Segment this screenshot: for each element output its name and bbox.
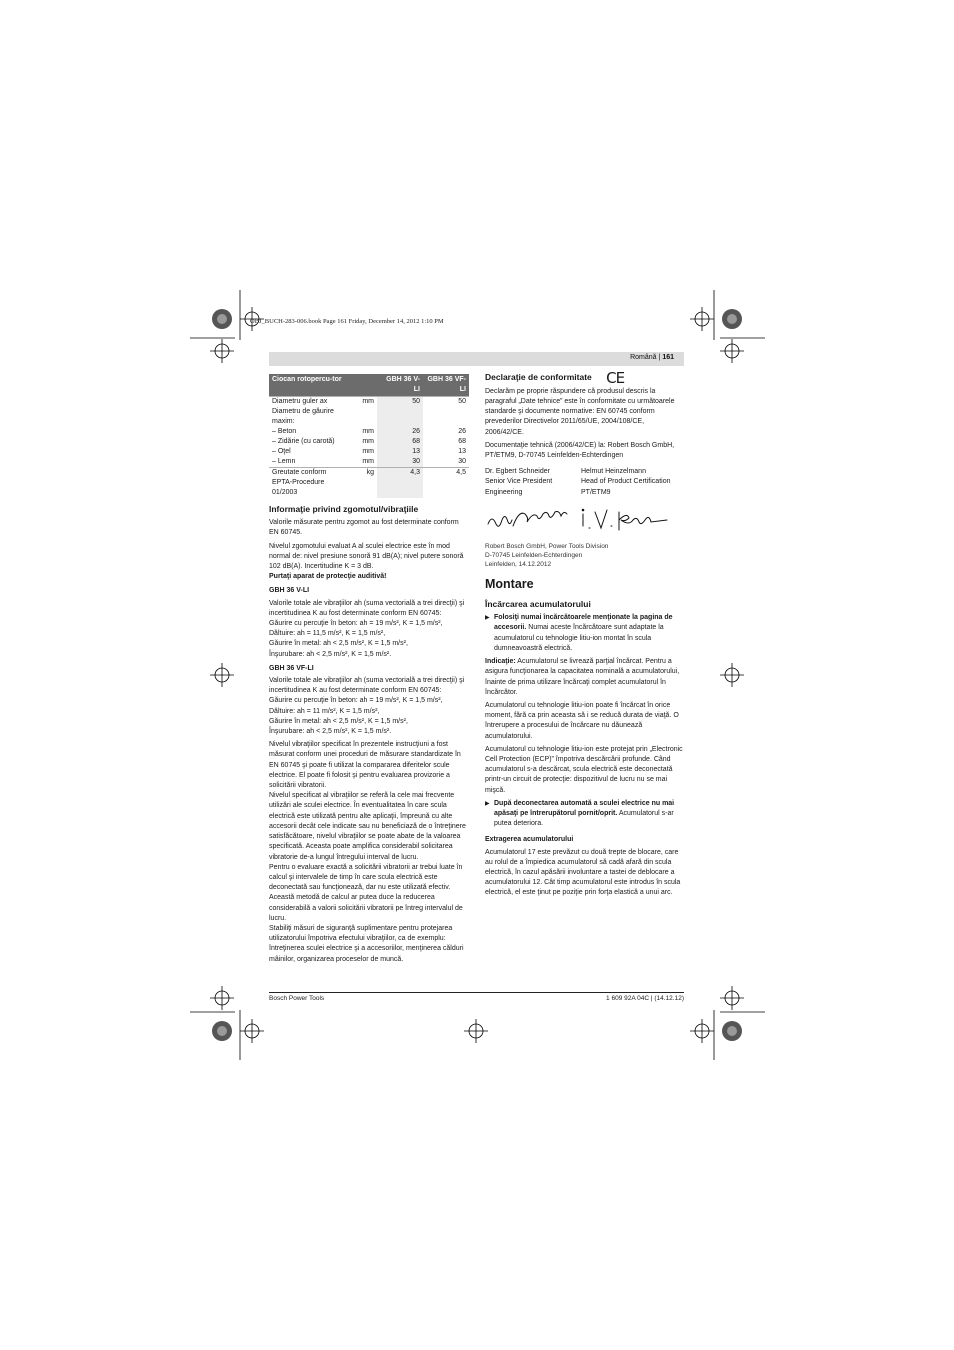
spec-row [269,397,469,408]
bullet-switch-bold: După deconectarea automată a sculei electrice nu mai apăsaţi pe întrerupătorul pornit/oprit. [494,799,675,817]
liion-p1: Acumulatorul cu tehnologie litiu-ion poate fi încărcat în orice moment, fără ca prin aceasta să i se reducă durata de viaţă. O întrerupere a procesului de încărcare nu dăunează acumulatorului. [485,701,679,740]
vli-line: Găurire cu percuţie în beton: ah = 19 m/s², K = 1,5 m/s², [269,620,443,628]
spec-cell-a: 26 [377,427,423,437]
footer-rule [269,992,684,993]
address-line: Robert Bosch GmbH, Power Tools Division [485,542,609,550]
vfli-line: Valorile totale ale vibraţiilor ah (suma vectorială a trei direcţii) şi incertitudinea K au fost determinate conform EN 60745: [269,677,465,695]
footer-code: 1 609 92A 04C | (14.12.12) [606,995,684,1002]
page-header-bar [269,352,684,366]
declaration-title: Declaraţie de conformitate [485,372,592,382]
spec-cell-b: 30 [458,458,466,465]
spec-cell-unit: mm [351,397,377,408]
spec-row [269,427,469,437]
spec-col-b: GBH 36 VF-LI [423,374,469,397]
spec-col-product: Ciocan rotopercu-tor [269,374,351,397]
vli-line: Găurire în metal: ah < 2,5 m/s², K = 1,5 m/s², [269,640,408,648]
note-indicatie [485,657,684,698]
spec-cell-label: Diametru de găurire maxim: [272,408,334,425]
right-column [485,368,684,902]
spec-cell-a: 4,3 [377,468,423,499]
spec-col-a: GBH 36 V-LI [377,374,423,397]
vli-line: Valorile totale ale vibraţiilor ah (suma vectorială a trei direcţii) şi incertitudinea K au fost determinate conform EN 60745: [269,599,465,617]
spec-cell-b [423,407,469,427]
spec-cell-a: 68 [377,437,423,447]
spec-cell-b: 26 [458,428,466,435]
footer-brand: Bosch Power Tools [269,995,325,1002]
spec-cell-unit [351,407,377,427]
page-number: 161 [662,354,674,361]
declaration-p1: Declarăm pe proprie răspundere că produsul descris la paragraful „Date tehnice” este în conformitate cu următoarele standarde şi documente normative: EN 60745 conform prevederilor Directivelor 2011/65/UE, 2004/108/CE, 2006/42/CE. [485,387,675,436]
print-slug: OBJ_BUCH-283-006.book Page 161 Friday, December 14, 2012 1:10 PM [250,318,444,325]
signatory-left [485,467,581,498]
ce-mark-icon: CE [606,368,625,387]
note-text: Acumulatorul se livrează parţial încărcat. Pentru a asigura funcţionarea la capacitatea nominală a acumulatorului, înainte de prima utilizare încărcaţi complet acumulatorul în încărcător. [485,658,680,696]
spec-row [269,457,469,468]
vli-line: Înşurubare: ah < 2,5 m/s², K = 1,5 m/s². [269,650,392,658]
removal-heading: Extragerea acumulatorului [485,836,574,844]
bullet-switch-text: Acumulatorul s-ar putea deteriora. [494,809,674,828]
vibration-p3: Nivelul vibraţiilor specificat în prezentele instrucţiuni a fost măsurat conform unei proceduri de măsurare standardizate în EN 60745 şi poate fi utilizat la compararea diferitelor scule electrice. El poate fi folosit şi pentru evaluarea provizorie a solicitării vibratorii. [269,741,461,790]
bullet-charger [485,613,684,654]
page-header [630,354,674,361]
spec-table [269,374,469,498]
signatory-name: Helmut Heinzelmann [581,468,646,476]
spec-cell-unit: kg [351,468,377,499]
spec-row [269,468,469,499]
address-line: D-70745 Leinfelden-Echterdingen [485,551,583,559]
spec-cell-label: – Beton [272,428,297,435]
spec-cell-label: – Lemn [272,458,296,465]
spec-cell-a: 13 [377,447,423,457]
spec-cell-b: 4,5 [423,468,469,499]
bullet-switch [485,799,684,830]
spec-cell-b: 50 [423,397,469,408]
vibration-p4: Nivelul specificat al vibraţiilor se referă la cele mai frecvente utilizări ale sculei electrice. În eventualitatea în care scula electrică este utilizată pentru alte aplicaţii, împreună cu alte accesorii decât cele indicate sau nu beneficiază de o întreţinere satisfăcătoare, nivelul vibraţiilor se poate abate de la valoarea specificată. Aceasta poate amplifica considerabil solicitarea vibratorie de-a lungul întregului interval de lucru. [269,792,466,861]
vli-heading: GBH 36 V-LI [269,587,310,595]
bullet-charger-bold: Folosiţi numai încărcătoarele menţionate la pagina de accesorii. [494,614,673,632]
noise-p1: Valorile măsurate pentru zgomot au fost determinate conform EN 60745. [269,519,459,537]
spec-cell-unit: mm [362,438,374,445]
charging-heading: Încărcarea acumulatorului [485,599,591,610]
signatory-dept: Engineering [485,488,523,496]
bullet-charger-text: Numai aceste încărcătoare sunt adaptate la acumulatorul cu tehnologie litiu-ion montat în scula dumneavoastră electrică. [494,624,664,652]
spec-row [269,437,469,447]
spec-row [269,447,469,457]
note-label: Indicaţie: [485,658,516,666]
noise-heading: Informaţie privind zgomotul/vibraţiile [269,504,419,514]
spec-cell-label: – Oţel [272,448,291,455]
vfli-line: Dăltuire: ah = 11 m/s², K = 1,5 m/s², [269,707,380,715]
noise-warning: Purtaţi aparat de protecţie auditivă! [269,573,387,581]
vli-values [269,599,469,660]
spec-cell-unit: mm [362,448,374,455]
vibration-p5: Pentru o evaluare exactă a solicitării vibratorii ar trebui luate în calcul şi intervalele de timp în care scula electrică este deconectată sau funcţionează, dar nu este utilizată efectiv. Această metodă de calcul ar putea duce la reducerea considerabilă a valorii solicitării vibratorii pe întreg intervalul de lucru. [269,863,463,922]
declaration-heading [485,368,684,387]
company-address [485,542,684,569]
signatory-dept: PT/ETM9 [581,488,611,496]
spec-cell-b: 68 [458,438,466,445]
signatory-title: Head of Product Certification [581,478,671,486]
left-column [269,374,469,965]
spec-cell-unit: mm [362,428,374,435]
signatories [485,467,684,498]
spec-cell-label: – Zidărie (cu carotă) [272,438,335,445]
vli-line: Dăltuire: ah = 11,5 m/s², K = 1,5 m/s², [269,630,386,638]
liion-p2: Acumulatorul cu tehnologie litiu-ion este protejat prin „Electronic Cell Protection (ECP)” împotriva descărcării profunde. Când acumulatorul s-a descărcat, scula electrică este deconectată printr-un circuit de protecţie: dispozitivul de lucru nu se mai mişcă. [485,745,683,794]
spec-row [269,407,469,427]
vfli-values [269,676,469,737]
vfli-line: Înşurubare: ah < 2,5 m/s², K = 1,5 m/s². [269,728,392,736]
spec-cell-b: 13 [458,448,466,455]
vfli-heading: GBH 36 VF-LI [269,664,314,672]
spec-cell-a: 50 [377,397,423,408]
spec-cell-a [377,407,423,427]
spec-cell-a: 30 [377,457,423,468]
handwritten-signatures [485,504,684,538]
spec-cell-label: Greutate conform EPTA-Procedure 01/2003 [269,468,351,499]
signatory-name: Dr. Egbert Schneider [485,468,550,476]
spec-cell-label: Diametru guler ax [269,397,351,408]
vfli-line: Găurire în metal: ah < 2,5 m/s², K = 1,5 m/s², [269,717,408,725]
header-separator: | [658,354,661,361]
header-language: Română [630,354,657,361]
vibration-p6: Stabiliţi măsuri de siguranţă suplimentare pentru protejarea utilizatorului împotriva efectului vibraţiilor, ca de exemplu: întreţinerea sculei electrice şi a accesoriilor, menţinerea călduri mâinilor, organizarea proceselor de muncă. [269,924,464,963]
address-line: Leinfelden, 14.12.2012 [485,560,552,568]
noise-p2: Nivelul zgomotului evaluat A al sculei electrice este în mod normal de: nivel presiune sonoră 91 dB(A); nivel putere sonoră 102 dB(A). Incertitudine K = 3 dB. [269,542,464,571]
vfli-line: Găurire cu percuţie în beton: ah = 19 m/s², K = 1,5 m/s², [269,697,443,705]
section-title-montare: Montare [485,576,534,591]
declaration-p2: Documentaţie tehnică (2006/42/CE) la: Robert Bosch GmbH, PT/ETM9, D-70745 Leinfelden-Echterdingen [485,441,675,460]
signatory-right [581,467,671,498]
signatory-title: Senior Vice President [485,478,553,486]
spec-cell-unit: mm [362,458,374,465]
removal-p: Acumulatorul 17 este prevăzut cu două trepte de blocare, care au rolul de a împiedica acumulatorul să cadă afară din scula electrică, în cazul apăsării involuntare a tastei de deblocare a acumulatorului 12. Cât timp acumulatorul este introdus în scula electrică, el este ţinut pe poziţie prin forţa elastică a unui arc. [485,848,681,897]
